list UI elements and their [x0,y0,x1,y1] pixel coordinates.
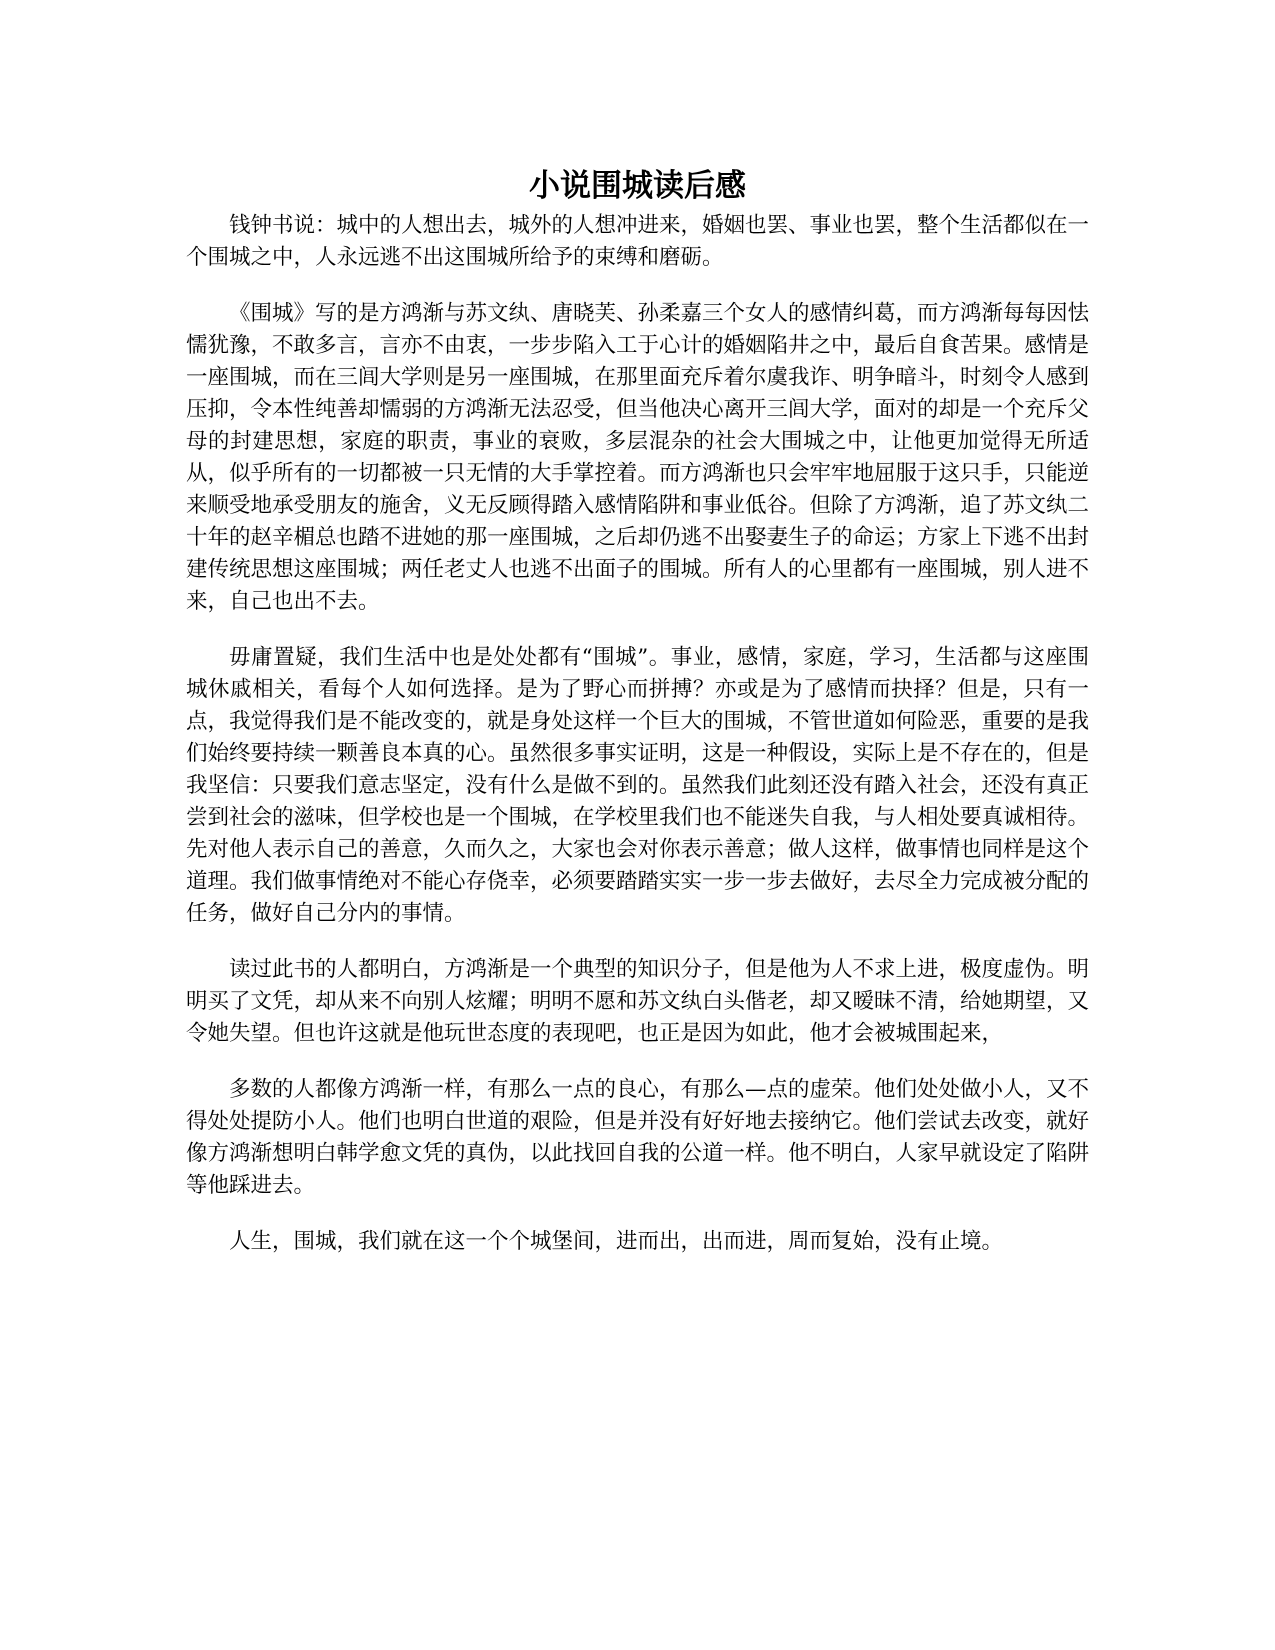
paragraph-2: 《围城》写的是方鸿渐与苏文纨、唐晓芙、孙柔嘉三个女人的感情纠葛，而方鸿渐每每因怯懦犹豫，不敢多言，言亦不由衷，一步步陷入工于心计的婚姻陷井之中，最后自食苦果。感情是一座围城，而在三闾大学则是另一座围城，在那里面充斥着尔虞我诈、明争暗斗，时刻令人感到压抑，令本性纯善却懦弱的方鸿渐无法忍受，但当他决心离开三闾大学，面对的却是一个充斥父母的封建思想，家庭的职责，事业的衰败，多层混杂的社会大围城之中，让他更加觉得无所适从，似乎所有的一切都被一只无情的大手掌控着。而方鸿渐也只会牢牢地屈服于这只手，只能逆来顺受地承受朋友的施舍，义无反顾得踏入感情陷阱和事业低谷。但除了方鸿渐，追了苏文纨二十年的赵辛楣总也踏不进她的那一座围城，之后却仍逃不出娶妻生子的命运；方家上下逃不出封建传统思想这座围城；两任老丈人也逃不出面子的围城。所有人的心里都有一座围城，别人进不来，自己也出不去。 [186,301,1090,614]
document-body [186,210,1089,1282]
paragraph-6: 人生，围城，我们就在这一个个城堡间，进而出，出而进，周而复始，没有止境。 [229,1229,1004,1254]
paragraph-1: 钱钟书说：城中的人想出去，城外的人想冲进来，婚姻也罢、事业也罢，整个生活都似在一个围城之中，人永远逃不出这围城所给予的束缚和磨砺。 [186,213,1090,270]
document-title: 小说围城读后感 [529,167,746,204]
paragraph-5: 多数的人都像方鸿渐一样，有那么一点的良心，有那么—点的虚荣。他们处处做小人，又不得处处提防小人。他们也明白世道的艰险，但是并没有好好地去接纳它。他们尝试去改变，就好像方鸿渐想明白韩学愈文凭的真伪，以此找回自我的公道一样。他不明白，人家早就设定了陷阱等他踩进去。 [186,1077,1090,1198]
paragraph-4: 读过此书的人都明白，方鸿渐是一个典型的知识分子，但是他为人不求上进，极度虚伪。明明买了文凭，却从来不向别人炫耀；明明不愿和苏文纨白头偕老，却又暧昧不清，给她期望，又令她失望。但也许这就是他玩世态度的表现吧，也正是因为如此，他才会被城围起来， [186,957,1090,1046]
paragraph-3: 毋庸置疑，我们生活中也是处处都有“围城”。事业，感情，家庭，学习，生活都与这座围城休戚相关，看每个人如何选择。是为了野心而拼搏？亦或是为了感情而抉择？但是，只有一点，我觉得我们是不能改变的，就是身处这样一个巨大的围城，不管世道如何险恶，重要的是我们始终要持续一颗善良本真的心。虽然很多事实证明，这是一种假设，实际上是不存在的，但是我坚信：只要我们意志坚定，没有什么是做不到的。虽然我们此刻还没有踏入社会，还没有真正尝到社会的滋味，但学校也是一个围城，在学校里我们也不能迷失自我，与人相处要真诚相待。先对他人表示自己的善意，久而久之，大家也会对你表示善意；做人这样，做事情也同样是这个道理。我们做事情绝对不能心存侥幸，必须要踏踏实实一步一步去做好，去尽全力完成被分配的任务，做好自己分内的事情。 [186,645,1090,926]
